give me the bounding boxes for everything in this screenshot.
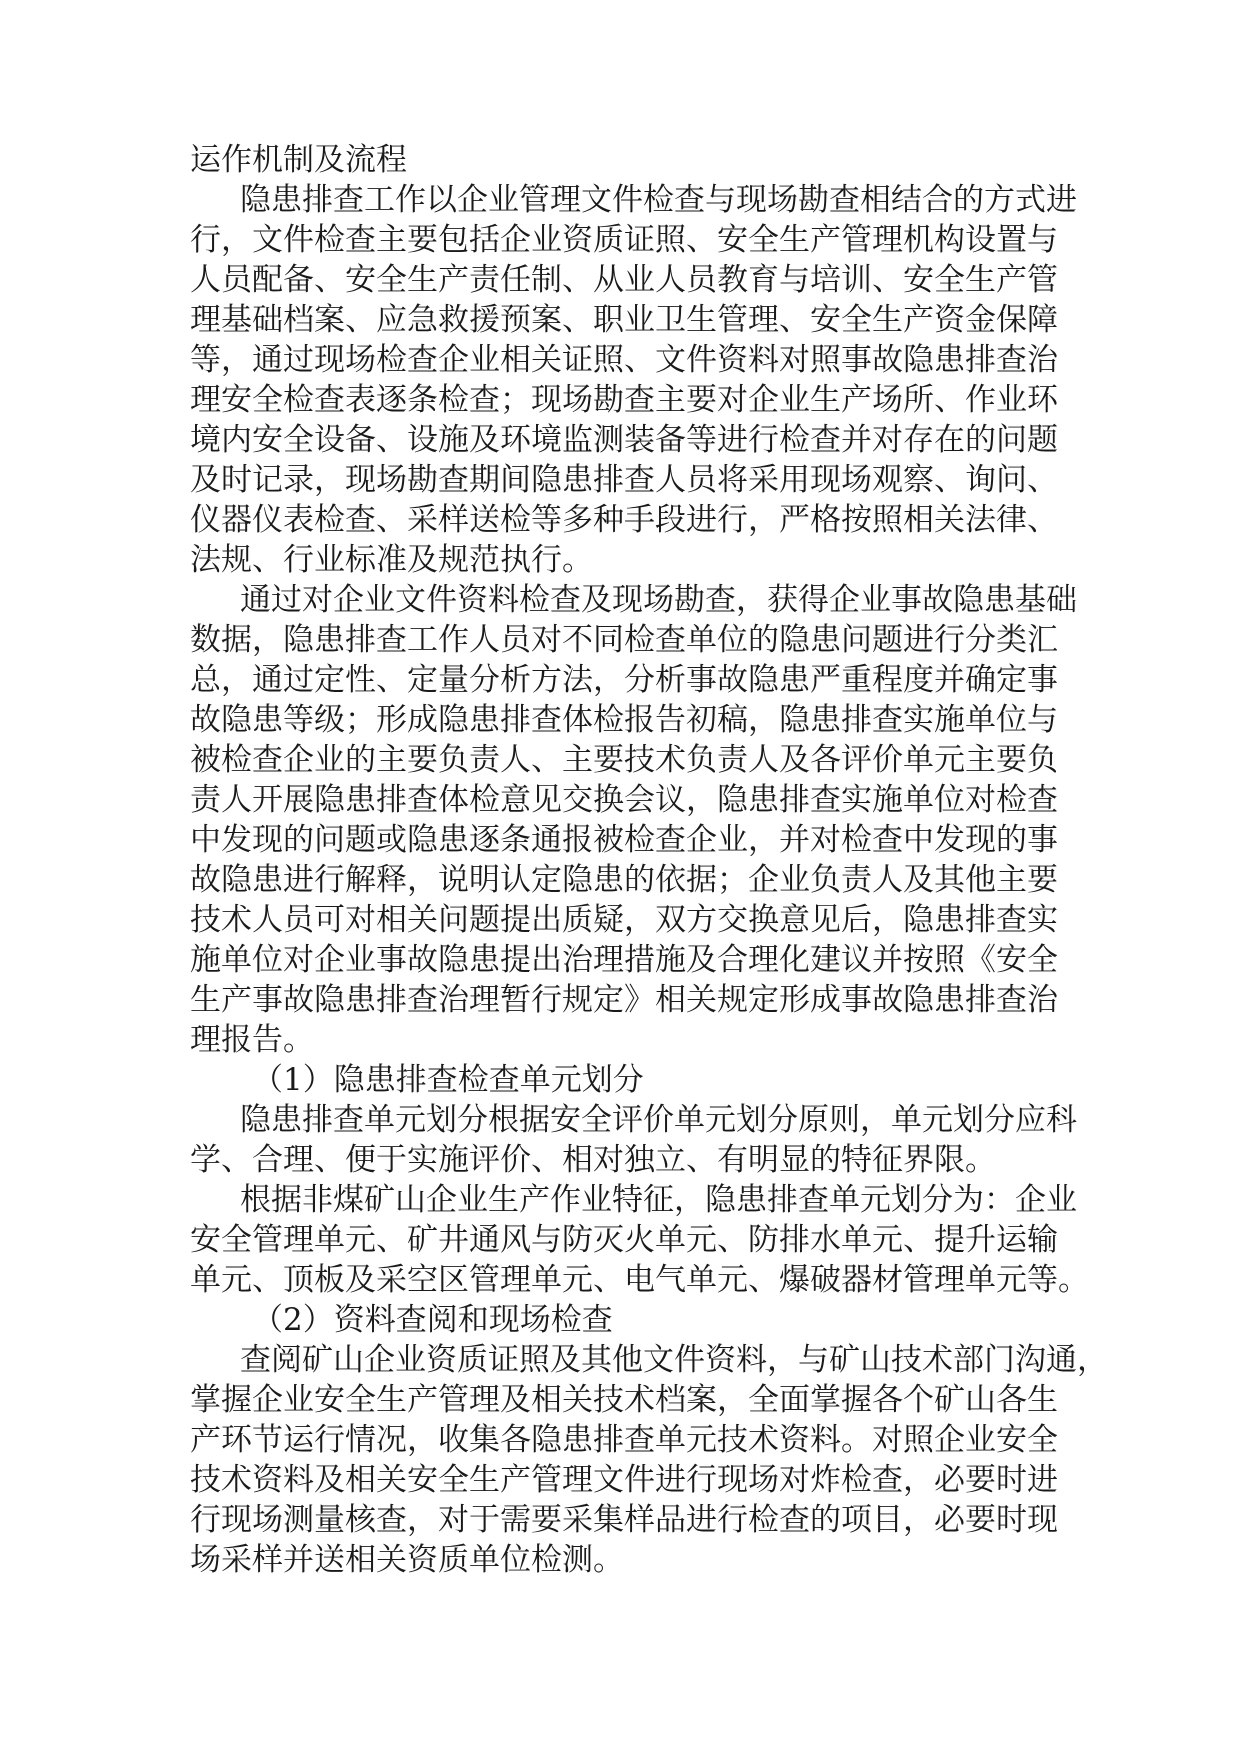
section-1-paragraph-1 <box>190 1100 1077 1180</box>
section-heading-2: （2）资料查阅和现场检查 <box>252 1302 613 1338</box>
paragraph-1 <box>190 180 1077 580</box>
section-1-paragraph-2 <box>190 1180 1089 1300</box>
document-title: 运作机制及流程 <box>190 142 407 178</box>
paragraph-line: 被检查企业的主要负责人、主要技术负责人及各评价单元主要负 <box>190 742 1058 778</box>
paragraph-line: 掌握企业安全生产管理及相关技术档案，全面掌握各个矿山各生 <box>190 1382 1058 1418</box>
paragraph-line: 场采样并送相关资质单位检测。 <box>190 1542 624 1578</box>
paragraph-line: 技术人员可对相关问题提出质疑，双方交换意见后，隐患排查实 <box>190 902 1058 938</box>
paragraph-line: 行，文件检查主要包括企业资质证照、安全生产管理机构设置与 <box>190 222 1058 258</box>
paragraph-line: 产环节运行情况，收集各隐患排查单元技术资料。对照企业安全 <box>190 1422 1058 1458</box>
paragraph-line: 行现场测量核查，对于需要采集样品进行检查的项目，必要时现 <box>190 1502 1058 1538</box>
paragraph-line: 故隐患进行解释，说明认定隐患的依据；企业负责人及其他主要 <box>190 862 1058 898</box>
paragraph-line: 通过对企业文件资料检查及现场勘查，获得企业事故隐患基础 <box>240 582 1077 618</box>
paragraph-line: 技术资料及相关安全生产管理文件进行现场对炸检查，必要时进 <box>190 1462 1058 1498</box>
paragraph-line: 学、合理、便于实施评价、相对独立、有明显的特征界限。 <box>190 1142 996 1178</box>
paragraph-line: 等，通过现场检查企业相关证照、文件资料对照事故隐患排查治 <box>190 342 1058 378</box>
paragraph-line: 责人开展隐患排查体检意见交换会议，隐患排查实施单位对检查 <box>190 782 1058 818</box>
paragraph-line: 查阅矿山企业资质证照及其他文件资料，与矿山技术部门沟通， <box>240 1342 1108 1378</box>
paragraph-line: 中发现的问题或隐患逐条通报被检查企业，并对检查中发现的事 <box>190 822 1058 858</box>
paragraph-2 <box>190 580 1077 1060</box>
section-heading-1: （1）隐患排查检查单元划分 <box>252 1062 644 1098</box>
paragraph-line: 法规、行业标准及规范执行。 <box>190 542 593 578</box>
paragraph-line: 施单位对企业事故隐患提出治理措施及合理化建议并按照《安全 <box>190 942 1058 978</box>
section-2-paragraph-1 <box>190 1340 1108 1580</box>
paragraph-line: 根据非煤矿山企业生产作业特征，隐患排查单元划分为：企业 <box>240 1182 1077 1218</box>
paragraph-line: 理安全检查表逐条检查；现场勘查主要对企业生产场所、作业环 <box>190 382 1058 418</box>
paragraph-line: 生产事故隐患排查治理暂行规定》相关规定形成事故隐患排查治 <box>190 982 1058 1018</box>
paragraph-line: 仪器仪表检查、采样送检等多种手段进行，严格按照相关法律、 <box>190 502 1058 538</box>
paragraph-line: 隐患排查单元划分根据安全评价单元划分原则，单元划分应科 <box>240 1102 1077 1138</box>
paragraph-line: 总，通过定性、定量分析方法，分析事故隐患严重程度并确定事 <box>190 662 1058 698</box>
document-page <box>190 140 1108 1580</box>
paragraph-line: 隐患排查工作以企业管理文件检查与现场勘查相结合的方式进 <box>240 182 1077 218</box>
paragraph-line: 理报告。 <box>190 1022 314 1058</box>
paragraph-line: 故隐患等级；形成隐患排查体检报告初稿，隐患排查实施单位与 <box>190 702 1058 738</box>
paragraph-line: 单元、顶板及采空区管理单元、电气单元、爆破器材管理单元等。 <box>190 1262 1089 1298</box>
paragraph-line: 人员配备、安全生产责任制、从业人员教育与培训、安全生产管 <box>190 262 1058 298</box>
paragraph-line: 境内安全设备、设施及环境监测装备等进行检查并对存在的问题 <box>190 422 1058 458</box>
paragraph-line: 数据，隐患排查工作人员对不同检查单位的隐患问题进行分类汇 <box>190 622 1058 658</box>
paragraph-line: 及时记录，现场勘查期间隐患排查人员将采用现场观察、询问、 <box>190 462 1058 498</box>
paragraph-line: 理基础档案、应急救援预案、职业卫生管理、安全生产资金保障 <box>190 302 1058 338</box>
paragraph-line: 安全管理单元、矿井通风与防灭火单元、防排水单元、提升运输 <box>190 1222 1058 1258</box>
